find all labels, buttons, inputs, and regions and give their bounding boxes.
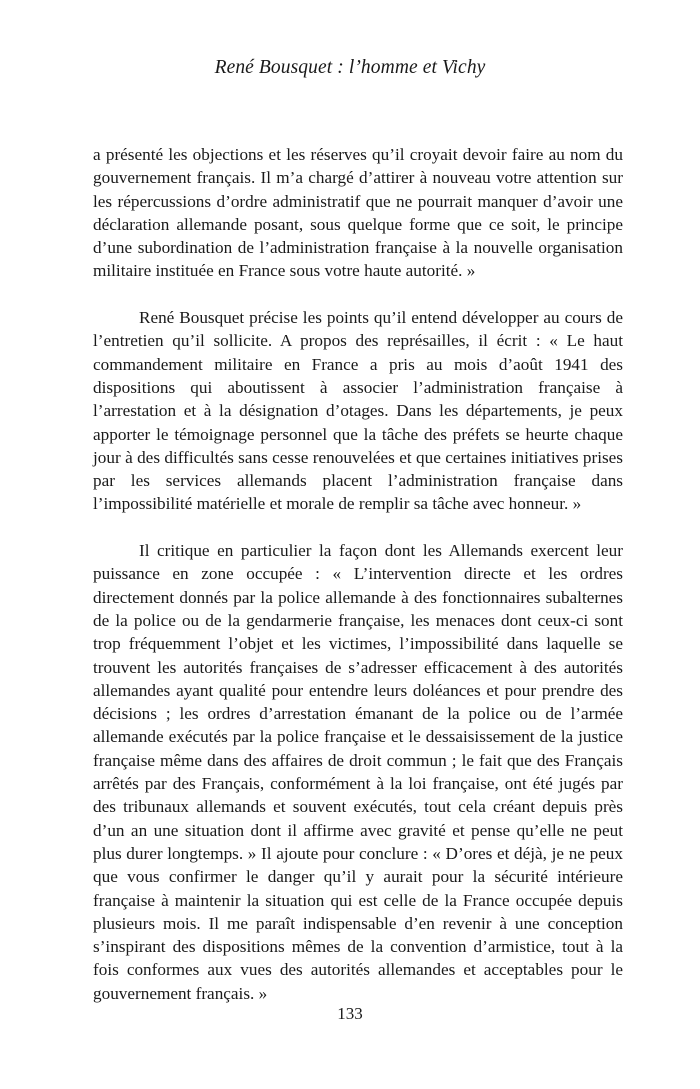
- running-head: René Bousquet : l’homme et Vichy: [214, 57, 486, 78]
- body-text: [93, 143, 623, 1005]
- paragraph-3: Il critique en particulier la façon dont les Allemands exercent leur puissance en zone occupée : « L’intervention directe et les ordres directement donnés par la police allemande à des fonctionnaires subalternes de la police ou de la gendarmerie française, les menaces dont ceux-ci sont trop fréquemment l’objet et les victimes, l’impossibilité dans laquelle se trouvent les autorités françaises de s’adresser efficacement à des autorités allemandes ayant qualité pour entendre leurs doléances et pour prendre des décisions ; les ordres d’arrestation émanant de la police ou de l’armée allemande exécutés par la police française et le dessaisissement de la justice française même dans des affaires de droit commun ; le fait que des Français arrêtés par des Français, conformément à la loi française, ont été jugés par des tribunaux allemands et souvent exécutés, tout cela créant depuis près d’un an une situation dont il affirme avec gravité et pense qu’elle ne peut plus durer longtemps. » Il ajoute pour conclure : « D’ores et déjà, je ne peux que vous confirmer le danger qu’il y aurait pour la sécurité intérieure française à maintenir la situation qui est celle de la France occupée depuis plusieurs mois. Il me paraît indispensable d’en revenir à une conception s’inspirant des dispositions mêmes de la convention d’armistice, tout à la fois conformes aux vues des autorités allemandes et acceptables pour le gouvernement français. »: [93, 541, 623, 1003]
- paragraph-1: a présenté les objections et les réserves qu’il croyait devoir faire au nom du gouvernement français. Il m’a chargé d’attirer à nouveau votre attention sur les répercussions d’ordre administratif que ne pourrait manquer d’avoir une déclaration allemande posant, sous quelque forme que ce soit, le principe d’une subordination de l’administration française à la nouvelle organisation militaire instituée en France sous votre haute autorité. »: [93, 145, 623, 281]
- page-number: 133: [337, 1004, 363, 1023]
- paragraph-2: René Bousquet précise les points qu’il entend développer au cours de l’entretien qu’il sollicite. A propos des représailles, il écrit : « Le haut commandement militaire en France a pris au mois d’août 1941 des dispositions qui aboutissent à associer l’administration française à l’arrestation et à la désignation d’otages. Dans les départements, je peux apporter le témoignage personnel que la tâche des préfets se heurte chaque jour à des difficultés sans cesse renouvelées et que certaines initiatives prises par les services allemands placent l’administration française dans l’impossibilité matérielle et morale de remplir sa tâche avec honneur. »: [93, 308, 623, 514]
